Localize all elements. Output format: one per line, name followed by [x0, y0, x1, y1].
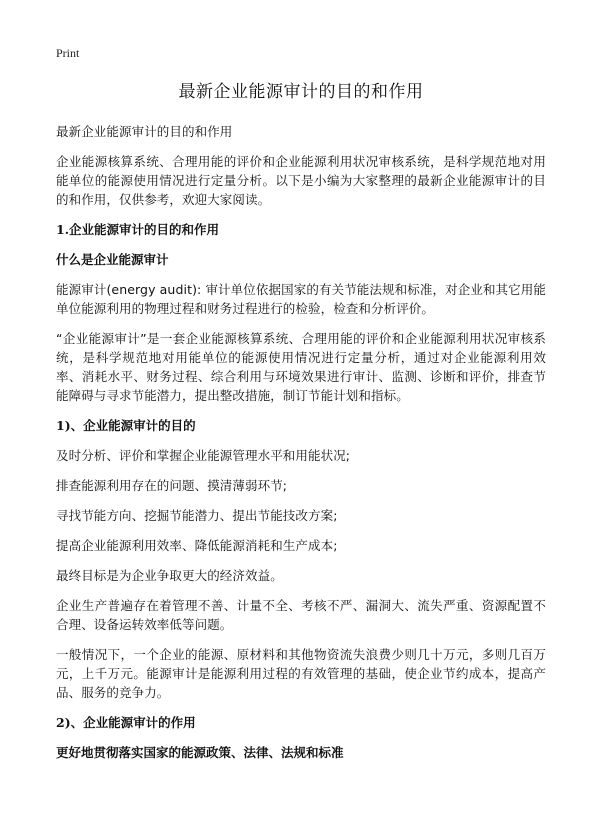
paragraph-intro: 企业能源核算系统、合理用能的评价和企业能源利用状况审核系统，是科学规范地对用能单位的能源使用情况进行定量分析。以下是小编为大家整理的最新企业能源审计的目的和作用，仅供参考，欢迎大家阅读。: [56, 154, 546, 207]
purpose-item: 排查能源利用存在的问题、摸清薄弱环节;: [56, 478, 288, 493]
subheading-policy: 更好地贯彻落实国家的能源政策、法律、法规和标准: [56, 745, 344, 760]
subheading-purpose: 1)、企业能源审计的目的: [56, 418, 196, 433]
purpose-item: 最终目标是为企业争取更大的经济效益。: [56, 568, 283, 583]
page-title: 最新企业能源审计的目的和作用: [178, 82, 424, 102]
purpose-item: 寻找节能方向、挖掘节能潜力、提出节能技改方案;: [56, 508, 338, 523]
paragraph-waste: 一般情况下，一个企业的能源、原材料和其他物资流失浪费少则几十万元，多则几百万元，上千万元。能源审计是能源利用过程的有效管理的基础，使企业节约成本，提高产品、服务的竞争力。: [56, 647, 546, 700]
paragraph-problems: 企业生产普遍存在着管理不善、计量不全、考核不严、漏洞大、流失严重、资源配置不合理、设备运转效率低等问题。: [56, 598, 546, 632]
print-link[interactable]: Print: [56, 46, 80, 60]
article-body: [56, 122, 546, 773]
subheading-function: 2)、企业能源审计的作用: [56, 715, 196, 730]
paragraph-system: “企业能源审计”是一套企业能源核算系统、合理用能的评价和企业能源利用状况审核系统，是科学规范地对用能单位的能源使用情况进行定量分析，通过对企业能源利用效率、消耗水平、财务过程、综合利用与环境效果进行审计、监测、诊断和评价，排查节能障碍与寻求节能潜力，提出整改措施，制订节能计划和指标。: [56, 331, 546, 403]
paragraph-subtitle: 最新企业能源审计的目的和作用: [56, 124, 233, 139]
purpose-item: 及时分析、评价和掌握企业能源管理水平和用能状况;: [56, 448, 351, 463]
subheading-what-is: 什么是企业能源审计: [56, 252, 169, 267]
section-heading-1: 1.企业能源审计的目的和作用: [56, 222, 220, 237]
purpose-item: 提高企业能源利用效率、降低能源消耗和生产成本;: [56, 538, 338, 553]
paragraph-definition: 能源审计(energy audit): 审计单位依据国家的有关节能法规和标准，对企业和其它用能单位能源利用的物理过程和财务过程进行的检验，检查和分析评价。: [56, 282, 546, 316]
